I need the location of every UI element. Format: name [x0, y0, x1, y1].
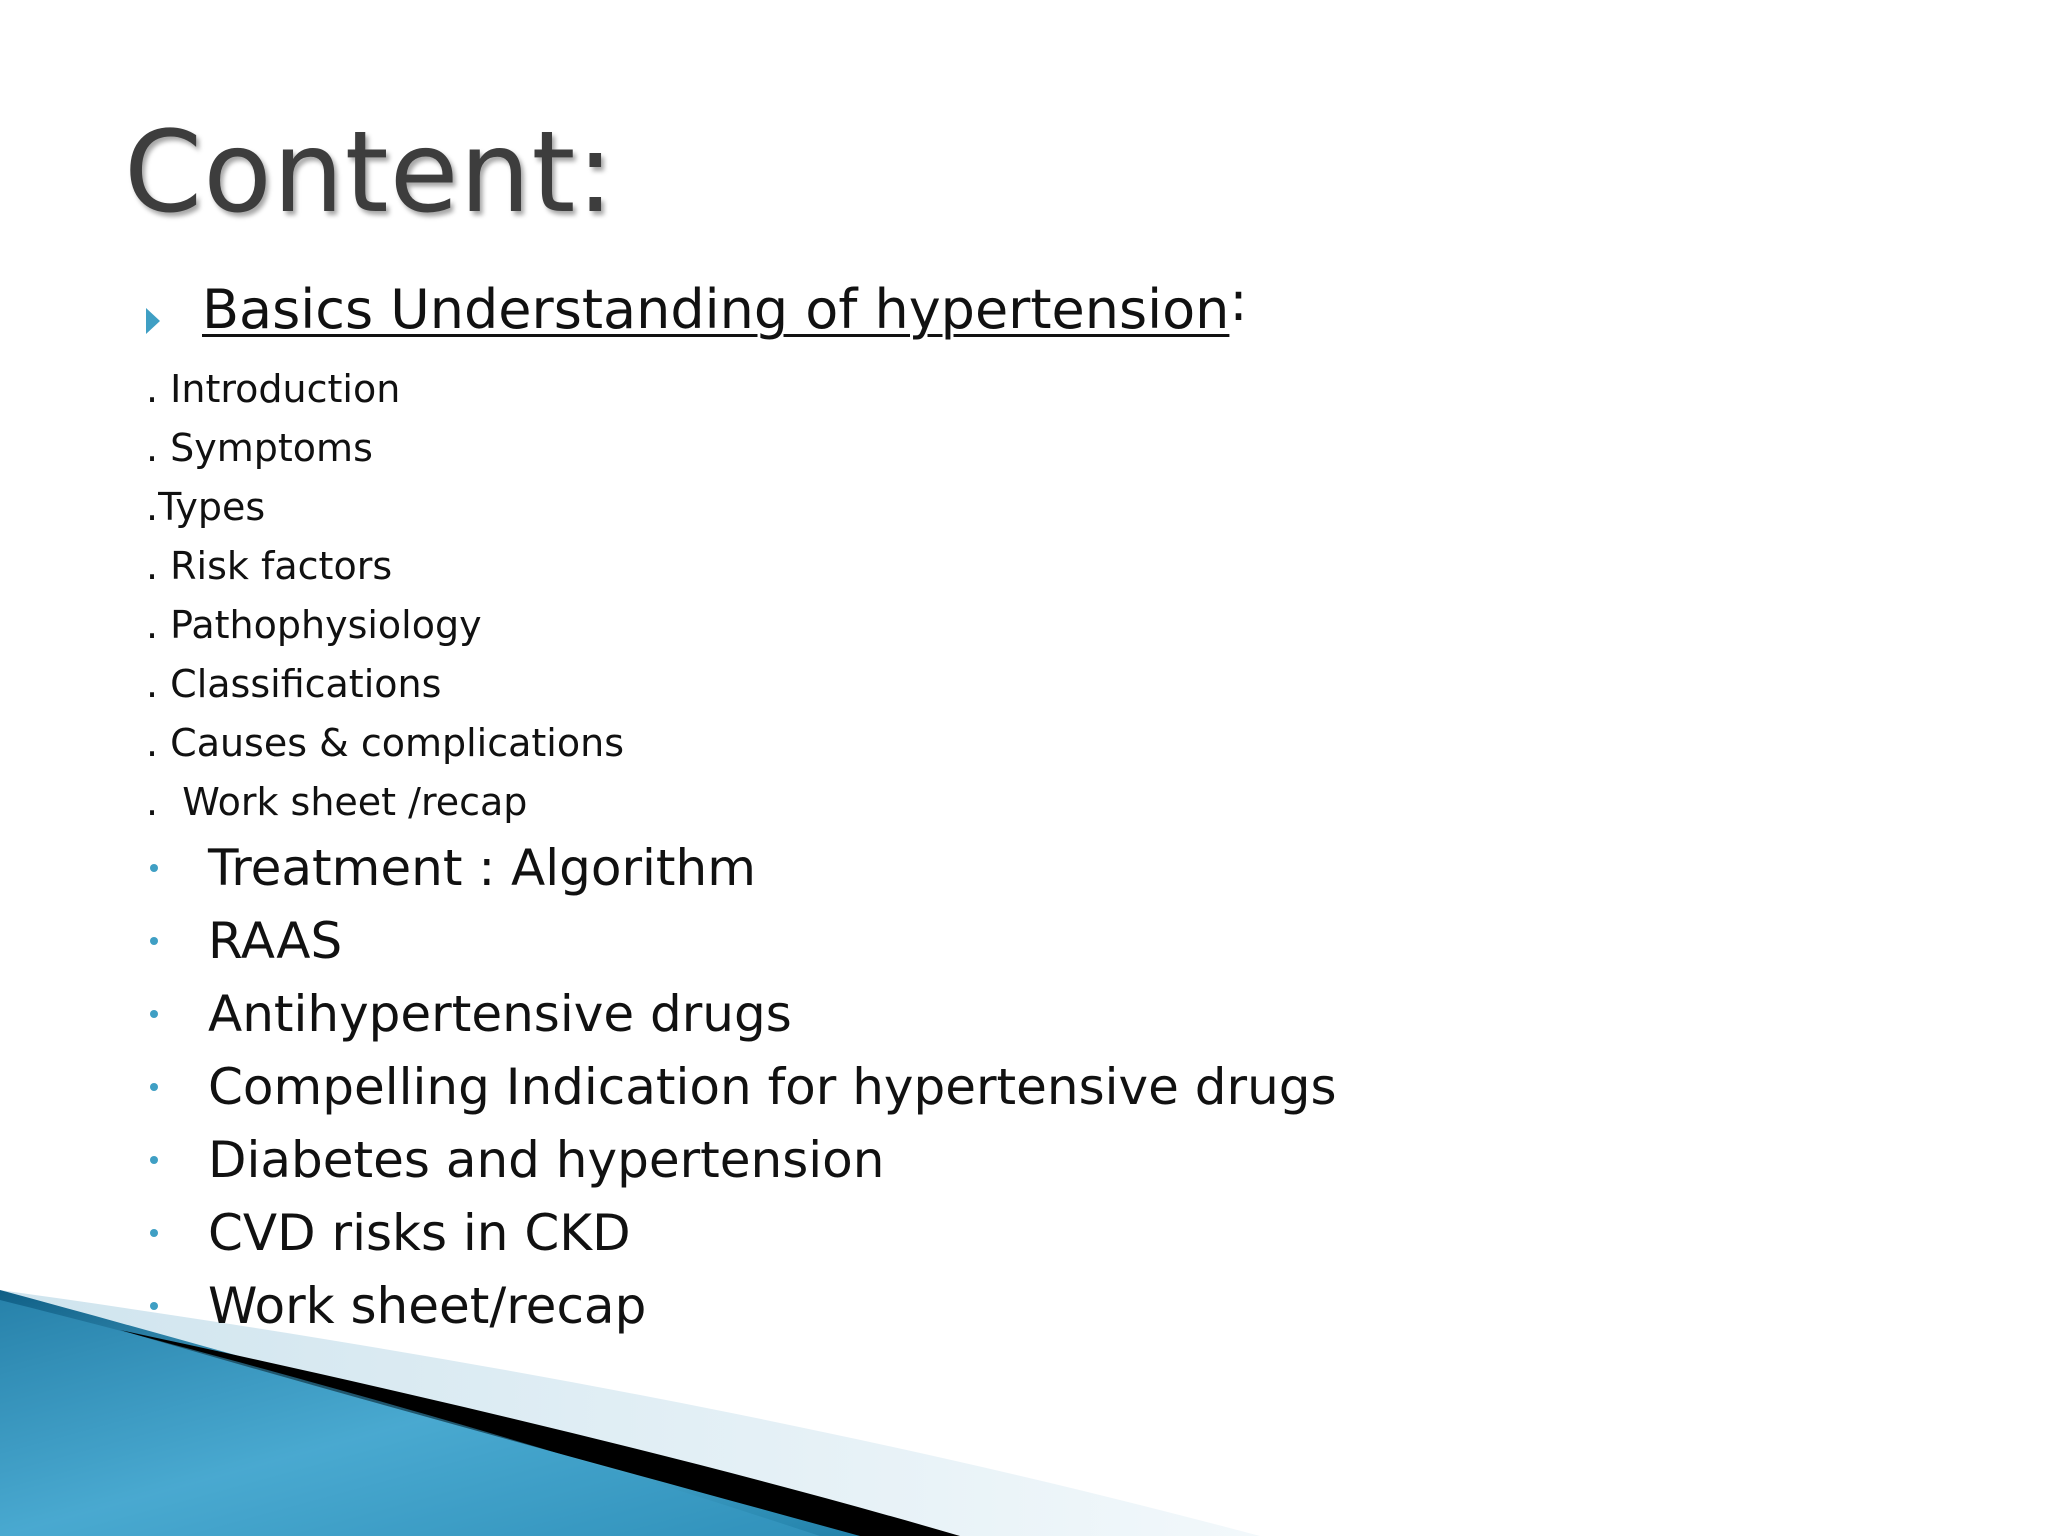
- sub-item-risk-factors: . Risk factors: [146, 544, 393, 588]
- slide-title: Content:: [124, 108, 616, 238]
- dot-bullet-icon: [150, 1083, 158, 1091]
- dot-bullet-icon: [150, 1156, 158, 1164]
- bullet-text: Treatment : Algorithm: [208, 839, 756, 897]
- sub-item-causes-complications: . Causes & complications: [146, 721, 624, 765]
- bullet-text: Work sheet/recap: [208, 1277, 647, 1335]
- dot-bullet-icon: [150, 1302, 158, 1310]
- sub-item-introduction: . Introduction: [146, 367, 401, 411]
- sub-item-types: .Types: [146, 485, 266, 529]
- bullet-item-raas: [146, 911, 342, 971]
- sub-item-pathophysiology: . Pathophysiology: [146, 603, 482, 647]
- bullet-item-compelling-indication: [146, 1057, 1337, 1117]
- section-heading: [146, 270, 1248, 341]
- bullet-item-treatment: [146, 838, 756, 898]
- bullet-item-work-sheet: [146, 1276, 646, 1336]
- dot-bullet-icon: [150, 1010, 158, 1018]
- sub-item-symptoms: . Symptoms: [146, 426, 373, 470]
- bullet-item-diabetes: [146, 1130, 884, 1190]
- dot-bullet-icon: [150, 1229, 158, 1237]
- bullet-text: Antihypertensive drugs: [208, 985, 792, 1043]
- dot-bullet-icon: [150, 937, 158, 945]
- bullet-text: RAAS: [208, 912, 343, 970]
- section-heading-text: Basics Understanding of hypertension: [202, 278, 1230, 341]
- bullet-text: Compelling Indication for hypertensive drugs: [208, 1058, 1337, 1116]
- bullet-text: Diabetes and hypertension: [208, 1131, 885, 1189]
- bullet-text: CVD risks in CKD: [208, 1204, 631, 1262]
- arrow-bullet-icon: [146, 308, 160, 334]
- sub-item-classifications: . Classifications: [146, 662, 442, 706]
- sub-item-work-sheet: . Work sheet /recap: [146, 780, 528, 824]
- bullet-item-antihypertensive: [146, 984, 792, 1044]
- dot-bullet-icon: [150, 864, 158, 872]
- section-heading-colon: :: [1229, 270, 1248, 333]
- bullet-item-cvd-risks: [146, 1203, 631, 1263]
